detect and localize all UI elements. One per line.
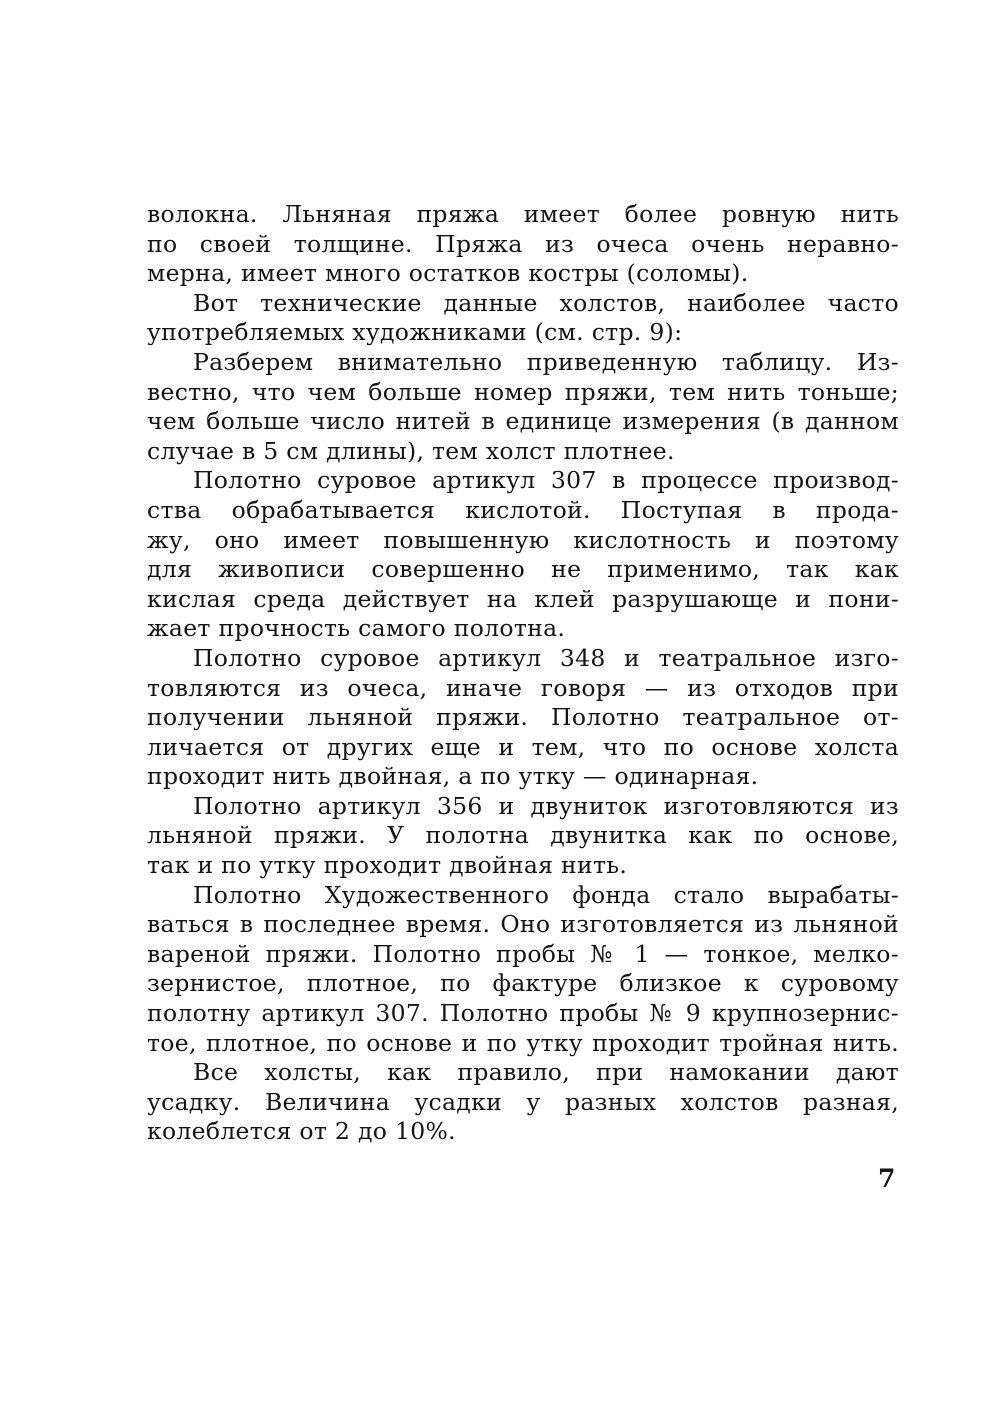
text-line: Вот технические данные холстов, наиболее часто bbox=[193, 288, 899, 317]
text-line: волокна. Льняная пряжа имеет более ровную нить bbox=[147, 200, 899, 228]
text-line: Все холсты, как правило, при намокании дают bbox=[193, 1058, 899, 1087]
text-line: ства обрабатывается кислотой. Поступая в прода- bbox=[147, 495, 899, 524]
text-line: проходит нить двойная, а по утку — одинарная. bbox=[147, 762, 759, 791]
text-line: усадку. Величина усадки у разных холстов разная, bbox=[147, 1087, 899, 1116]
text-line: Полотно суровое артикул 307 в процессе производ- bbox=[193, 466, 899, 495]
body-text bbox=[147, 200, 899, 1147]
text-line: Разберем внимательно приведенную таблицу. Из- bbox=[193, 347, 899, 376]
text-line: зернистое, плотное, по фактуре близкое к суровому bbox=[147, 969, 899, 998]
text-line: Полотно суровое артикул 348 и театральное изго- bbox=[193, 643, 899, 672]
page-number: 7 bbox=[878, 1164, 896, 1193]
text-line: употребляемых художниками (см. стр. 9): bbox=[147, 318, 683, 347]
text-line: кислая среда действует на клей разрушающе и пони- bbox=[147, 584, 899, 613]
text-line: льняной пряжи. У полотна двунитка как по основе, bbox=[147, 821, 899, 850]
text-line: личается от других еще и тем, что по основе холста bbox=[147, 732, 899, 761]
text-line: по своей толщине. Пряжа из очеса очень неравно- bbox=[147, 229, 899, 258]
text-line: колеблется от 2 до 10%. bbox=[147, 1117, 456, 1146]
text-line: для живописи совершенно не применимо, так как bbox=[147, 555, 899, 584]
text-line: получении льняной пряжи. Полотно театральное от- bbox=[147, 703, 899, 732]
text-line: вестно, что чем больше номер пряжи, тем нить тоньше; bbox=[147, 377, 899, 406]
text-line: жает прочность самого полотна. bbox=[147, 614, 566, 643]
text-line: товляются из очеса, иначе говоря — из отходов при bbox=[147, 673, 899, 702]
text-line: так и по утку проходит двойная нить. bbox=[147, 851, 628, 880]
text-line: Полотно артикул 356 и двуниток изготовляются из bbox=[193, 791, 899, 820]
text-line: Полотно Художественного фонда стало вырабаты- bbox=[193, 880, 899, 909]
text-line: жу, оно имеет повышенную кислотность и поэтому bbox=[147, 525, 899, 554]
text-line: тое, плотное, по основе и по утку проходит тройная нить. bbox=[147, 1028, 899, 1057]
text-line: ваться в последнее время. Оно изготовляется из льняной bbox=[147, 910, 899, 939]
text-line: вареной пряжи. Полотно пробы № 1 — тонкое, мелко- bbox=[147, 939, 899, 968]
text-line: мерна, имеет много остатков костры (соломы). bbox=[147, 259, 749, 288]
text-line: чем больше число нитей в единице измерения (в данном bbox=[147, 407, 899, 436]
text-line: полотну артикул 307. Полотно пробы № 9 крупнозернис- bbox=[147, 999, 899, 1028]
text-line: случае в 5 см длины), тем холст плотнее. bbox=[147, 436, 675, 465]
